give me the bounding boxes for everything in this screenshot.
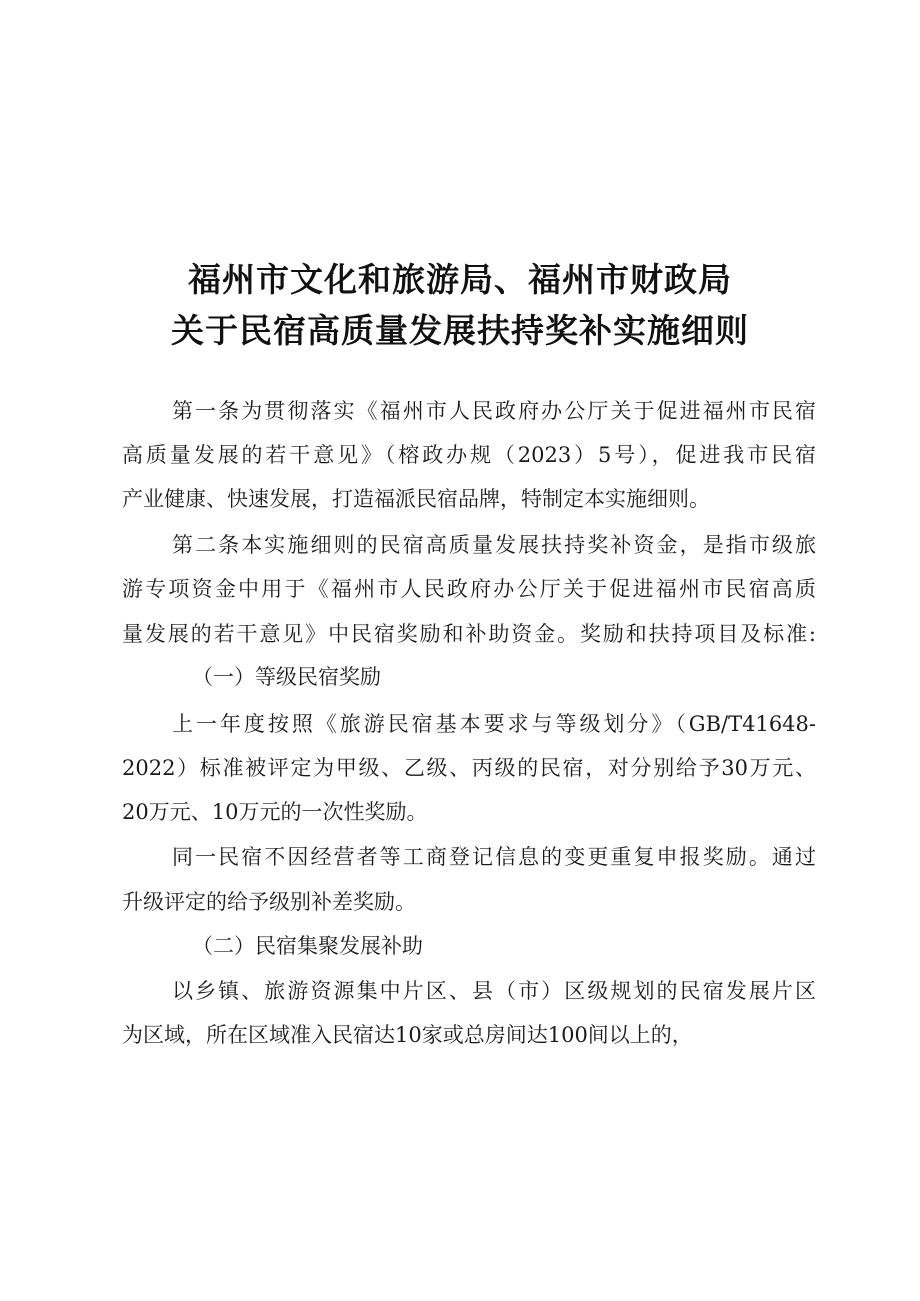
article-2-line-2: 游专项资金中用于《福州市人民政府办公厅关于促进福州市民宿高质 — [122, 577, 816, 601]
section-2-para-1-line-1: 以乡镇、旅游资源集中片区、县（市）区级规划的民宿发展片区 — [172, 979, 816, 1003]
document-title-line-2: 关于民宿高质量发展扶持奖补实施细则 — [171, 311, 749, 350]
section-1-para-2-line-1: 同一民宿不因经营者等工商登记信息的变更重复申报奖励。通过 — [172, 845, 816, 869]
section-1-para-1-line-3: 20万元、10万元的一次性奖励。 — [122, 800, 428, 824]
section-1-para-1-line-1: 上一年度按照《旅游民宿基本要求与等级划分》（GB/T41648- — [172, 712, 816, 736]
section-1-heading: （一）等级民宿奖励 — [192, 665, 381, 689]
article-1-line-3: 产业健康、快速发展，打造福派民宿品牌，特制定本实施细则。 — [122, 487, 710, 511]
document-title-line-1: 福州市文化和旅游局、福州市财政局 — [188, 260, 732, 299]
section-1-para-2-line-2: 升级评定的给予级别补差奖励。 — [122, 890, 416, 914]
article-1-line-1: 第一条为贯彻落实《福州市人民政府办公厅关于促进福州市民宿 — [172, 399, 816, 423]
article-2-line-1: 第二条本实施细则的民宿高质量发展扶持奖补资金，是指市级旅 — [172, 533, 816, 557]
section-2-para-1-line-2: 为区域，所在区域准入民宿达10家或总房间达100间以上的， — [122, 1023, 693, 1047]
section-1-para-1-line-2: 2022）标准被评定为甲级、乙级、丙级的民宿，对分别给予30万元、 — [122, 756, 816, 780]
article-2-line-3: 量发展的若干意见》中民宿奖励和补助资金。奖励和扶持项目及标准: — [122, 622, 816, 646]
section-2-heading: （二）民宿集聚发展补助 — [192, 934, 423, 958]
article-1-line-2: 高质量发展的若干意见》（榕政办规（2023）5号），促进我市民宿 — [122, 443, 816, 467]
